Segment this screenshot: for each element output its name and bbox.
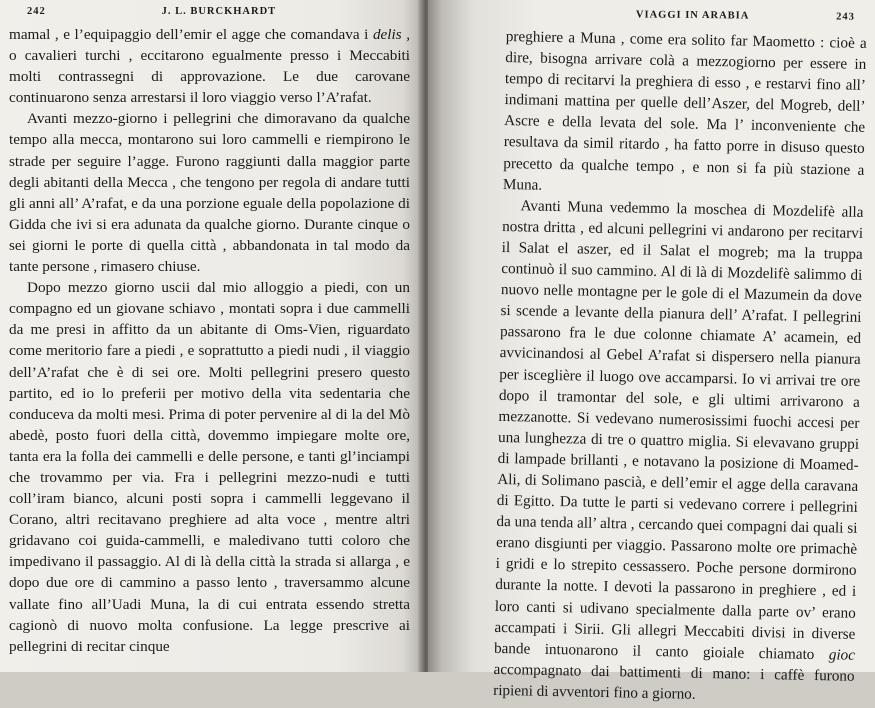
left-page xyxy=(0,0,420,672)
right-running-title: VIAGGI IN ARABIA xyxy=(635,9,750,22)
italic-term: gioc xyxy=(828,646,856,664)
left-running-title: J. L. BURCKHARDT xyxy=(161,6,277,17)
text-segment: mamal , e l’equipaggio dell’emir el agge che comandava i xyxy=(9,26,373,43)
paragraph xyxy=(503,26,867,202)
paragraph xyxy=(9,277,410,657)
text-segment: Avanti mezzo-giorno i pellegrini che dimoravano da qualche tempo alla mecca, montarono sui loro cammelli e riempirono le strade per seguire l’agge. Furono raggiunti dalla maggior parte degli abitanti della Mecca , che tengono per regola di andare tutti gli anni all’ A’rafat, e da una porzione eguale della popolazione di Gidda che ivi si era adunata da qualche giorno. Durante cinque o sei giorni le porte di quella città , abbandonata in tal modo da tante persone , rimasero chiuse. xyxy=(9,110,410,276)
paragraph xyxy=(493,195,864,708)
text-segment: accompagnato dai battimenti di mano: i caffè furono ripieni di avventori fino a giorno. xyxy=(493,660,855,703)
text-segment: Dopo mezzo giorno uscii dal mio alloggio a piedi, con un compagno ed un giovane schiavo , montati sopra i due cammelli da me presi in affitto da un abitante di Oms-Vien, riguardato come meritorio fare a piedi , e soprattutto a piedi nudi , il viaggio dell’A’rafat che è di sei ore. Molti pellegrini presero questo partito, ed io lo preferii per motivo della vita sedentaria che conduceva da molti mesi. Prima di poter pervenire al di la del Mò abedè, posto fuori della città, dovemmo impiegare molte ore, tanta era la folla dei cammelli e delle persone, e tanti gl’inciampi che trovammo per via. Fra i pellegrini mezzo-nudi e tutti coll’iram bianco, alcuni posti sopra i cammelli leggevano il Corano, altri recitavano preghiere ad alta voce , mentre altri gridavano coi guida-cammelli, e maledivano tutti coloro che impedivano il passaggio. Al di là della città la strada si allarga , e dopo due ore di cammino a passo lento , traversammo alcune vallate fino all’Uadi Muna, la di cui entrata essendo stretta cagionò di nuovo molta confusione. La legge prescrive ai pellegrini di recitar cinque xyxy=(9,279,410,655)
paragraph xyxy=(9,108,410,277)
right-page xyxy=(428,0,875,703)
right-page-number: 243 xyxy=(836,11,855,23)
right-page-text xyxy=(493,26,867,708)
text-segment: preghiere a Muna , come era solito far Maometto : cioè a dire, bisogna arrivare colà a mezzogiorno per essere in tempo di recitarvi la preghiera di esso , e restarvi fino all’ indimani mattina per quelle dell’Aszer, del Mogreb, dell’ Ascre e della levata del sole. Ma l’ inconveniente che resultava da simil ritardo , ha fatto porre in disuso questo precetto da qualche tempo , e non si fa più stazione a Muna. xyxy=(502,27,867,194)
paragraph xyxy=(9,24,410,108)
left-page-text xyxy=(9,24,410,657)
text-segment: , o cavalieri turchi , eccitarono egualmente presso i Meccabiti molti contrassegni di approvazione. Le due carovane continuarono senza arrestarsi il loro viaggio verso l’A’rafat. xyxy=(9,26,410,107)
left-running-head xyxy=(9,6,410,24)
text-segment: Avanti Muna vedemmo la moschea di Mozdelifè alla nostra dritta , ed alcuni pellegrini vi andarono per recitarvi il Salat el aszer, ed il Salat el mogreb; ma la truppa continuò il suo cammino. Al di là di Mozdelifè salimmo di nuovo nelle montagne per le gole di el Mazumein da dove si scende a levante della pianura dell’ A’rafat. I pellegrini passarono fra le due colonne chiamate A’ acamein, ed avvicinandosi al Gebel A’rafat si dispersero nella pianura per isceglière il luogo ove accamparsi. Io vi arrivai tre ore dopo il tramontar del sole, e gli ultimi arrivarono a mezzanotte. Si vedevano numerosissimi fuochi accesi per una lunghezza di tre o quattro miglia. Si elevavano gruppi di lampade brillanti , e notavano la posizione di Moamed-Ali, di Solimano pascià, e dell’emir el agge della caravana di Egitto. Da tutte le parti si vedevano correre i pellegrini da una tenda all’ altra , cercando quei compagni dai quali si erano disgiunti per viaggio. Passarono molte ore primachè i gridi e lo strepito cessassero. Poche persone dormirono durante la notte. I devoti la passarono in preghiere , ed i loro canti si udivano specialmente dalla parte ov’ erano accampati i Sirii. Gli allegri Meccabiti divisi in diverse bande intuonarono il canto gioiale chiamato xyxy=(493,197,864,664)
italic-term: delis xyxy=(372,26,402,43)
left-page-number: 242 xyxy=(27,6,46,17)
